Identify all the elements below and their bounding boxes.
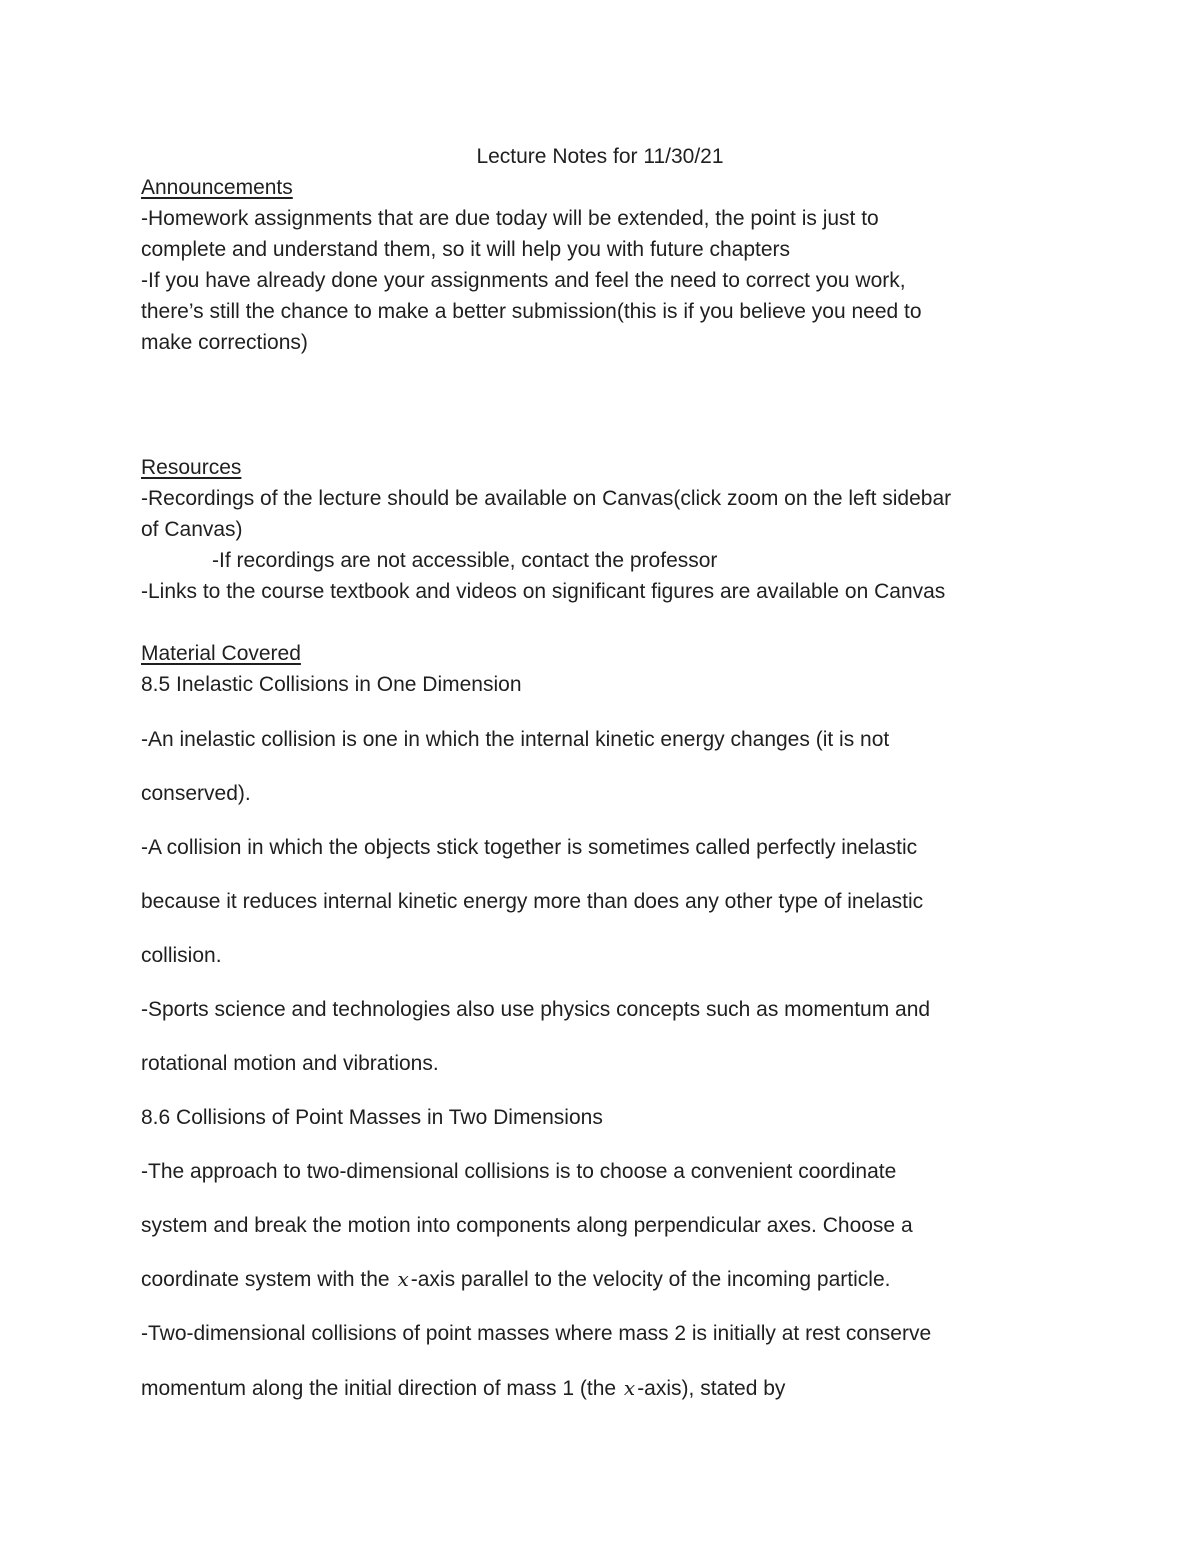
material-line: collision. xyxy=(141,944,222,967)
announcement-line: -If you have already done your assignments and feel the need to correct you work, xyxy=(141,269,906,292)
material-line: -An inelastic collision is one in which the internal kinetic energy changes (it is not xyxy=(141,728,890,751)
text-segment: -axis parallel to the velocity of the incoming particle. xyxy=(410,1268,891,1291)
resource-line-indented: -If recordings are not accessible, contact the professor xyxy=(212,549,718,572)
material-line: -Sports science and technologies also use physics concepts such as momentum and xyxy=(141,998,931,1021)
material-line: -Two-dimensional collisions of point masses where mass 2 is initially at rest conserve xyxy=(141,1322,932,1345)
announcement-line: there’s still the chance to make a better submission(this is if you believe you need to xyxy=(141,300,922,323)
announcement-line: make corrections) xyxy=(141,331,308,354)
math-variable-x: x xyxy=(397,1267,409,1291)
announcement-line: -Homework assignments that are due today will be extended, the point is just to xyxy=(141,207,879,230)
page-title: Lecture Notes for 11/30/21 xyxy=(476,145,724,168)
announcement-line: complete and understand them, so it will help you with future chapters xyxy=(141,238,791,261)
material-line-with-math xyxy=(141,1269,890,1290)
material-line: conserved). xyxy=(141,782,251,805)
section-title-8-5: 8.5 Inelastic Collisions in One Dimension xyxy=(141,673,522,696)
resource-line: -Recordings of the lecture should be available on Canvas(click zoom on the left sidebar xyxy=(141,487,952,510)
resources-heading: Resources xyxy=(141,456,242,479)
material-heading: Material Covered xyxy=(141,642,301,665)
material-line: -The approach to two-dimensional collisions is to choose a convenient coordinate xyxy=(141,1160,897,1183)
text-segment: coordinate system with the xyxy=(141,1268,396,1291)
resource-line: of Canvas) xyxy=(141,518,243,541)
section-title-8-6: 8.6 Collisions of Point Masses in Two Dimensions xyxy=(141,1106,603,1129)
material-line: because it reduces internal kinetic energy more than does any other type of inelastic xyxy=(141,890,924,913)
announcements-heading: Announcements xyxy=(141,176,293,199)
math-variable-x: x xyxy=(623,1376,636,1400)
material-line: system and break the motion into components along perpendicular axes. Choose a xyxy=(141,1214,913,1237)
text-segment: -axis), stated by xyxy=(637,1377,786,1400)
resource-line: -Links to the course textbook and videos on significant figures are available on Canvas xyxy=(141,580,946,603)
text-segment: momentum along the initial direction of mass 1 (the xyxy=(141,1377,622,1400)
material-line: -A collision in which the objects stick together is sometimes called perfectly inelastic xyxy=(141,836,918,859)
material-line: rotational motion and vibrations. xyxy=(141,1052,439,1075)
material-line-with-math xyxy=(141,1378,785,1399)
